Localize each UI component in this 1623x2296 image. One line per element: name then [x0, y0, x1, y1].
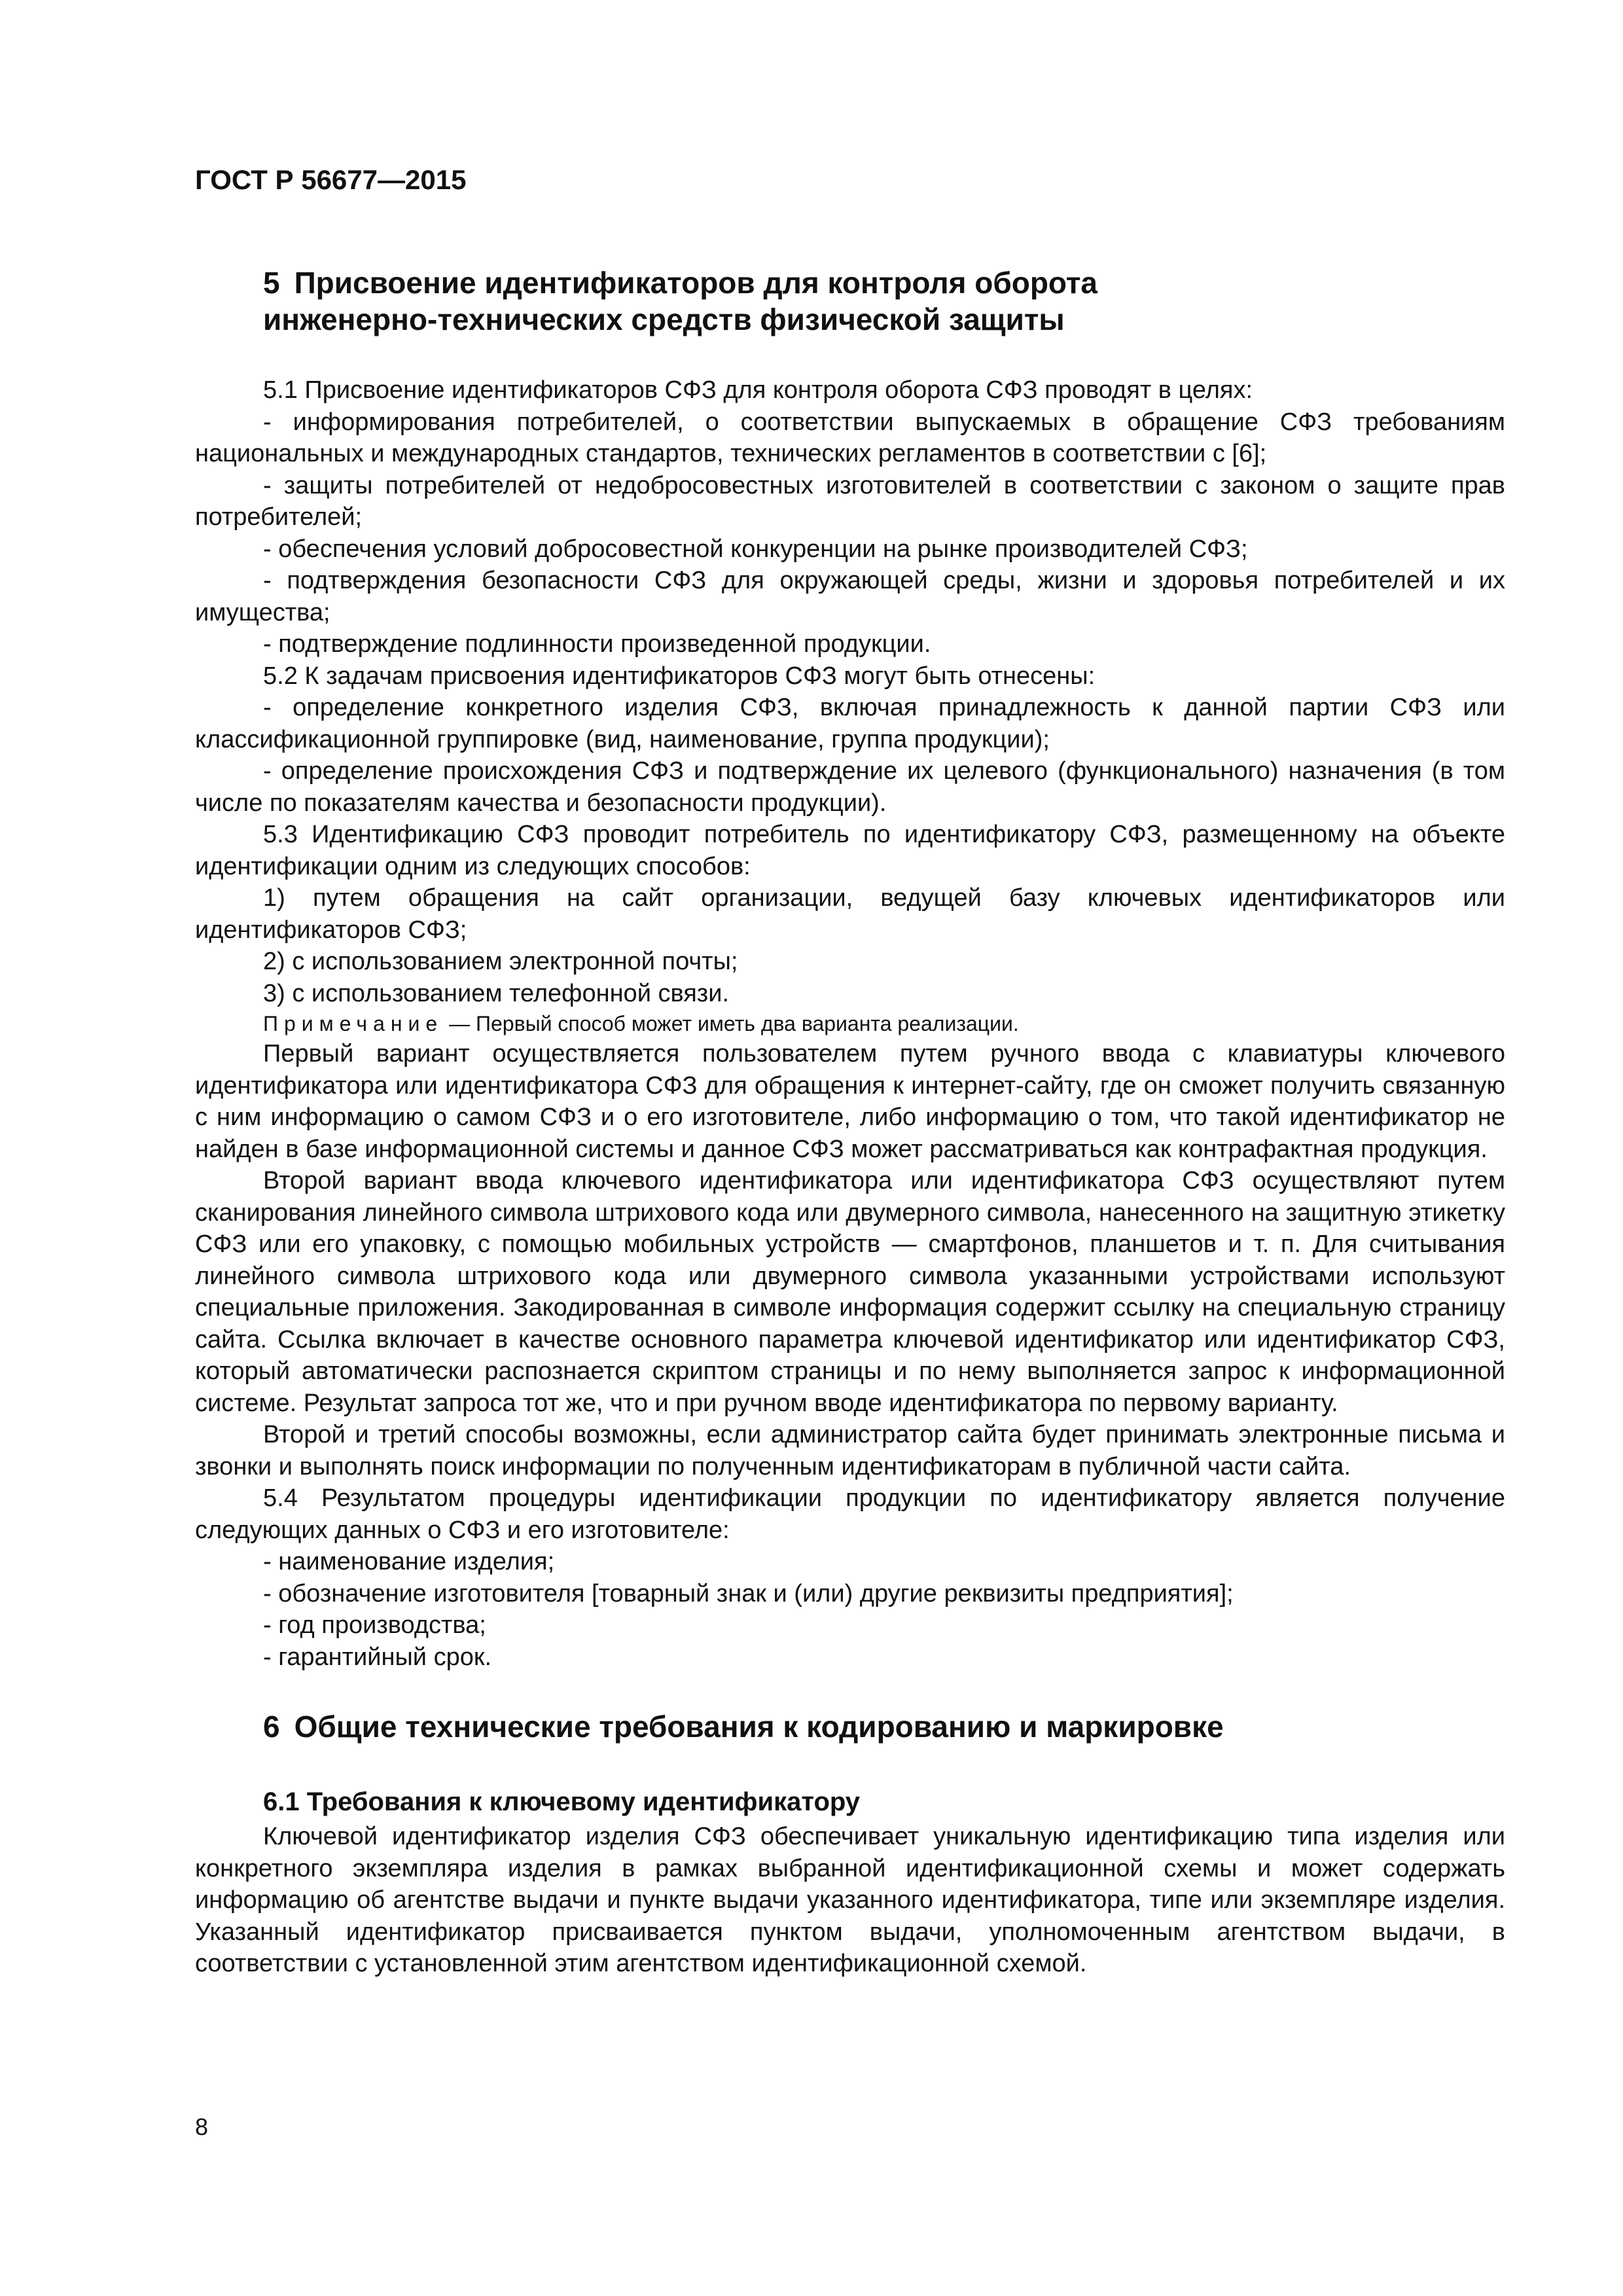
paragraph: Первый вариант осуществляется пользователем путем ручного ввода с клавиатуры ключевого идентификатора или идентификатора СФЗ для обращения к интернет-сайту, где он сможет получить связанную с ним информацию о самом СФЗ и о его изготовителе, либо информацию о том, что такой идентификатор не найден в базе информационной системы и данное СФЗ может рассматриваться как контрафактная продукция. — [195, 1040, 1505, 1163]
list-item: 2) с использованием электронной почты; — [263, 948, 738, 975]
paragraph: 5.3 Идентификацию СФЗ проводит потребитель по идентификатору СФЗ, размещенному на объекте идентификации одним из следующих способов: — [195, 821, 1505, 880]
list-item: - гарантийный срок. — [263, 1643, 492, 1671]
list-item: 3) с использованием телефонной связи. — [263, 979, 730, 1007]
note-label: Примечание — [263, 1012, 444, 1035]
section-6-number: 6 — [263, 1710, 280, 1744]
page-number: 8 — [195, 2113, 209, 2140]
note — [195, 1009, 1505, 1038]
paragraph: Второй и третий способы возможны, если администратор сайта будет принимать электронные письма и звонки и выполнять поиск информации по полученным идентификаторам в публичной части сайта. — [195, 1421, 1505, 1480]
section-6-title-text: Общие технические требования к кодированию и маркировке — [294, 1710, 1224, 1744]
paragraph: Ключевой идентификатор изделия СФЗ обеспечивает уникальную идентификацию типа изделия или конкретного экземпляра изделия в рамках выбранной идентификационной схемы и может содержать информацию об агентстве выдачи и пункте выдачи указанного идентификатора, типе или экземпляре изделия. Указанный идентификатор присваивается пунктом выдачи, уполномоченным агентством выдачи, в соответствии с установленной этим агентством идентификационной схемой. — [195, 1823, 1505, 1977]
paragraph: - защиты потребителей от недобросовестных изготовителей в соответствии с законом о защите прав потребителей; — [195, 471, 1505, 531]
paragraph: - определение происхождения СФЗ и подтверждение их целевого (функционального) назначения (в том числе по показателям качества и безопасности продукции). — [195, 757, 1505, 817]
document-page — [195, 164, 1505, 1980]
section-6-title — [195, 1673, 1505, 1748]
paragraph: - подтверждение подлинности произведенной продукции. — [263, 630, 931, 658]
section-5-title-line2: инженерно-технических средств физической защиты — [263, 302, 1065, 336]
paragraph: 5.1 Присвоение идентификаторов СФЗ для контроля оборота СФЗ проводят в целях: — [263, 376, 1253, 404]
subsection-6-1-title: 6.1 Требования к ключевому идентификатору — [263, 1787, 861, 1816]
paragraph: 5.2 К задачам присвоения идентификаторов СФЗ могут быть отнесены: — [263, 662, 1096, 690]
paragraph: 5.4 Результатом процедуры идентификации продукции по идентификатору является получение следующих данных о СФЗ и его изготовителе: — [195, 1484, 1505, 1544]
standard-code-header: ГОСТ Р 56677—2015 — [195, 164, 467, 195]
paragraph: Второй вариант ввода ключевого идентификатора или идентификатора СФЗ осуществляют путем сканирования линейного символа штрихового кода или двумерного символа, нанесенного на защитную этикетку СФЗ или его упаковку, с помощью мобильных устройств — смартфонов, планшетов и т. п. Для считывания линейного символа штрихового кода или двумерного символа указанными устройствами используют специальные приложения. Закодированная в символе информация содержит ссылку на специальную страницу сайта. Ссылка включает в качестве основного параметра ключевой идентификатор или идентификатор СФЗ, который автоматически распознается скриптом страницы и по нему выполняется запрос к информационной системе. Результат запроса тот же, что и при ручном вводе идентификатора по первому варианту. — [195, 1167, 1505, 1417]
list-item: - обозначение изготовителя [товарный знак и (или) другие реквизиты предприятия]; — [263, 1579, 1234, 1607]
list-item: 1) путем обращения на сайт организации, ведущей базу ключевых идентификаторов или идентификаторов СФЗ; — [195, 884, 1505, 944]
paragraph: - определение конкретного изделия СФЗ, включая принадлежность к данной партии СФЗ или классификационной группировке (вид, наименование, группа продукции); — [195, 694, 1505, 753]
section-5-title — [195, 196, 1505, 338]
section-5-title-line1: Присвоение идентификаторов для контроля оборота — [294, 266, 1097, 300]
note-text: — Первый способ может иметь два варианта реализации. — [449, 1012, 1019, 1035]
paragraph: - обеспечения условий добросовестной конкуренции на рынке производителей СФЗ; — [263, 535, 1248, 563]
section-6-body — [195, 1821, 1505, 1980]
section-5-number: 5 — [263, 266, 280, 300]
paragraph: - подтверждения безопасности СФЗ для окружающей среды, жизни и здоровья потребителей и их имущества; — [195, 567, 1505, 626]
section-5-body — [195, 374, 1505, 1673]
paragraph: - информирования потребителей, о соответствии выпускаемых в обращение СФЗ требованиям национальных и международных стандартов, технических регламентов в соответствии с [6]; — [195, 408, 1505, 467]
list-item: - год производства; — [263, 1611, 486, 1639]
list-item: - наименование изделия; — [263, 1548, 555, 1575]
